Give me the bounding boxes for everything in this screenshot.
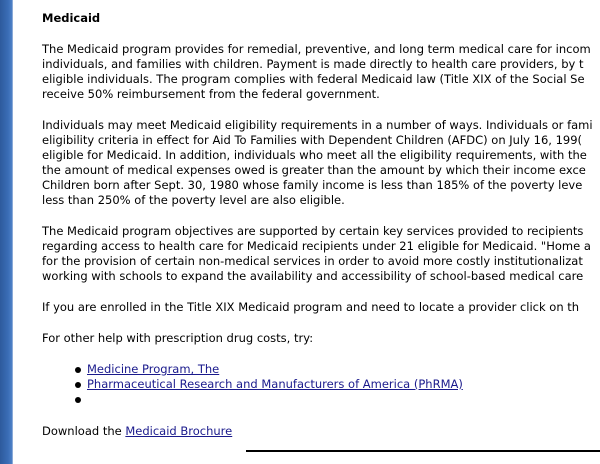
text-line: eligibility criteria in effect for Aid To Families with Dependent Children (AFDC) on July 16, 199( [42,133,583,147]
paragraph-eligibility [42,118,600,208]
text-line: Individuals may meet Medicaid eligibility requirements in a number of ways. Individuals or fami [42,118,593,132]
list-item [87,392,600,407]
text-line: eligible individuals. The program complies with federal Medicaid law (Title XIX of the Social Se [42,72,585,86]
text-line: regarding access to health care for Medicaid recipients under 21 eligible for Medicaid. "Home a [42,239,591,253]
paragraph-prescription-help [42,331,600,346]
list-item [87,362,600,377]
paragraph-overview [42,42,600,102]
text-line: for the provision of certain non-medical services in order to avoid more costly institutionalizat [42,254,583,268]
text-line: eligible for Medicaid. In addition, individuals who meet all the eligibility requirements, with the [42,148,587,162]
text-line: working with schools to expand the availability and accessibility of school-based medical care [42,269,584,283]
list-item [87,377,600,392]
download-prefix: Download the [42,424,126,438]
bottom-divider [246,450,600,452]
paragraph-objectives [42,224,600,284]
resource-link-list [42,362,600,407]
text-line: If you are enrolled in the Title XIX Medicaid program and need to locate a provider click on th [42,300,580,314]
page-title: Medicaid [42,11,101,25]
medicaid-brochure-link[interactable]: Medicaid Brochure [125,424,233,438]
paragraph-provider [42,300,600,315]
text-line: individuals, and families with children. Payment is made directly to health care providers, by t [42,57,584,71]
download-line [42,424,600,439]
text-line: For other help with prescription drug costs, try: [42,331,314,345]
text-line: the amount of medical expenses owed is greater than the amount by which their income exce [42,163,586,177]
text-line: receive 50% reimbursement from the federal government. [42,87,380,101]
text-line: less than 250% of the poverty level are also eligible. [42,193,345,207]
main-content [42,10,600,455]
phrma-link[interactable]: Pharmaceutical Research and Manufacturers of America (PhRMA) [87,377,463,391]
bullet-icon [75,367,81,373]
bullet-icon [75,382,81,388]
bullet-icon [75,397,81,403]
left-border-bar [0,0,13,464]
medicine-program-link[interactable]: Medicine Program, The [87,362,220,376]
text-line: The Medicaid program provides for remedial, preventive, and long term medical care for incom [42,42,591,56]
text-line: The Medicaid program objectives are supported by certain key services provided to recipients [42,224,584,238]
text-line: Children born after Sept. 30, 1980 whose family income is less than 185% of the poverty leve [42,178,583,192]
